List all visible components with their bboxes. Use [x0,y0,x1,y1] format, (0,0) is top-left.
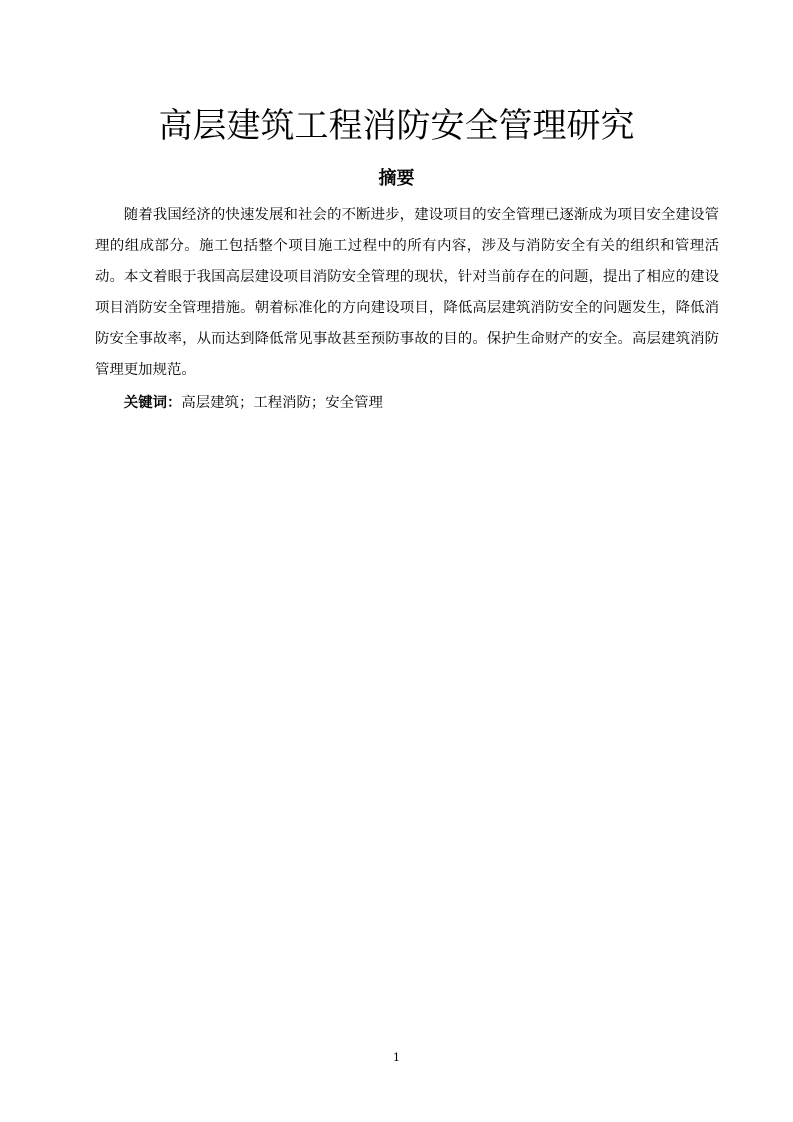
abstract-paragraph: 随着我国经济的快速发展和社会的不断进步，建设项目的安全管理已逐渐成为项目安全建设管理的组成部分。施工包括整个项目施工过程中的所有内容，涉及与消防安全有关的组织和管理活动。本文着眼于我国高层建设项目消防安全管理的现状，针对当前存在的问题，提出了相应的建设项目消防安全管理措施。朝着标准化的方向建设项目，降低高层建筑消防安全的问题发生，降低消防安全事故率，从而达到降低常见事故甚至预防事故的目的。保护生命财产的安全。高层建筑消防管理更加规范。 [95,207,719,378]
page-number: 1 [393,1051,400,1064]
keywords-label: 关键词： [123,395,182,411]
document-title: 高层建筑工程消防安全管理研究 [158,106,635,146]
keywords-text: 高层建筑；工程消防；安全管理 [181,395,383,411]
keywords-line [95,390,719,416]
abstract-heading: 摘要 [378,168,415,189]
